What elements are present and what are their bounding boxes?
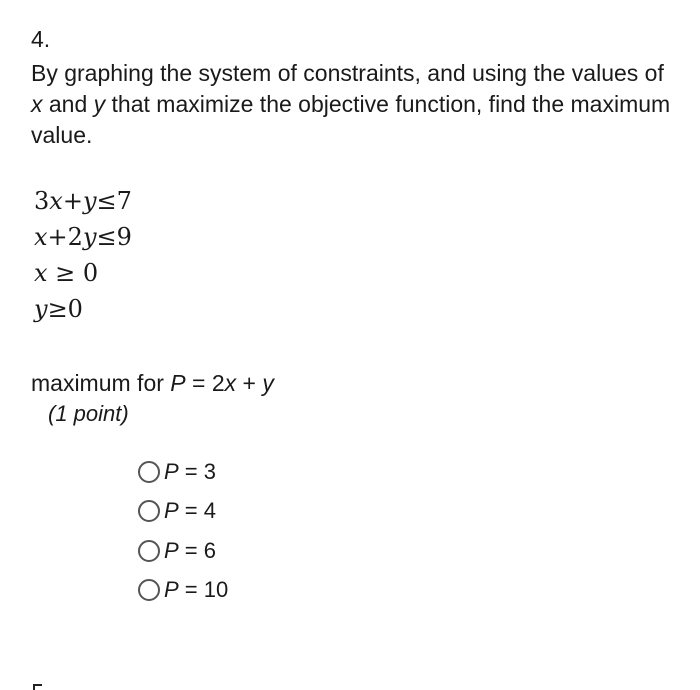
- objective-p: P: [170, 370, 186, 396]
- constraint-operator: +2: [47, 223, 83, 251]
- constraint-coefficient: 3: [34, 187, 50, 215]
- constraint-relation: ≤: [96, 187, 117, 215]
- radio-button-icon[interactable]: [138, 540, 160, 562]
- option-p: P: [164, 458, 179, 484]
- variable-x: x: [31, 91, 43, 117]
- constraint-var-x: x: [49, 187, 63, 215]
- answer-option-2[interactable]: [138, 492, 228, 532]
- answer-option-3[interactable]: [138, 531, 228, 571]
- answer-option-1[interactable]: [138, 452, 228, 492]
- constraint-list: [34, 183, 132, 327]
- radio-button-icon[interactable]: [138, 500, 160, 522]
- constraint-3: [34, 255, 132, 291]
- option-value: = 4: [178, 498, 216, 524]
- constraint-relation: ≥: [47, 259, 83, 287]
- question-number: 4.: [31, 26, 51, 52]
- constraint-var-y: y: [82, 223, 97, 251]
- question-text-part2: and: [42, 91, 94, 117]
- constraint-relation: ≤: [96, 223, 117, 251]
- objective-function: [31, 370, 274, 397]
- constraint-var-y: y: [34, 295, 48, 323]
- constraint-4: [34, 291, 132, 327]
- constraint-rhs: 7: [116, 187, 132, 215]
- option-value: = 6: [178, 537, 216, 563]
- option-p: P: [164, 537, 179, 563]
- answer-options: [138, 452, 228, 610]
- constraint-var-y: y: [82, 187, 97, 215]
- constraint-var-x: x: [34, 259, 48, 287]
- objective-eq: = 2: [185, 370, 225, 396]
- constraint-operator: +: [62, 187, 83, 215]
- variable-y: y: [93, 91, 106, 117]
- objective-y: y: [262, 370, 274, 396]
- question-text-part1: By graphing the system of constraints, and using the values of: [31, 60, 664, 86]
- question-text-part3: that maximize the objective function, find the maximum value.: [31, 91, 671, 148]
- objective-prefix: maximum for: [31, 370, 171, 396]
- point-value: (1 point): [48, 401, 129, 426]
- constraint-1: [34, 183, 132, 219]
- constraint-rhs: 0: [82, 259, 99, 287]
- objective-plus: +: [236, 370, 263, 396]
- option-value: = 3: [178, 458, 216, 484]
- radio-button-icon[interactable]: [138, 461, 160, 483]
- radio-button-icon[interactable]: [138, 579, 160, 601]
- cropped-next-question-mark: [33, 684, 42, 690]
- constraint-rhs: 0: [67, 295, 83, 323]
- question-text: [31, 58, 671, 151]
- constraint-rhs: 9: [116, 223, 132, 251]
- answer-option-4[interactable]: [138, 571, 228, 611]
- objective-x: x: [224, 370, 237, 396]
- option-p: P: [164, 577, 179, 603]
- option-p: P: [164, 498, 179, 524]
- constraint-relation: ≥: [47, 295, 68, 323]
- option-value: = 10: [178, 577, 229, 603]
- constraint-var-x: x: [34, 223, 48, 251]
- constraint-2: [34, 219, 132, 255]
